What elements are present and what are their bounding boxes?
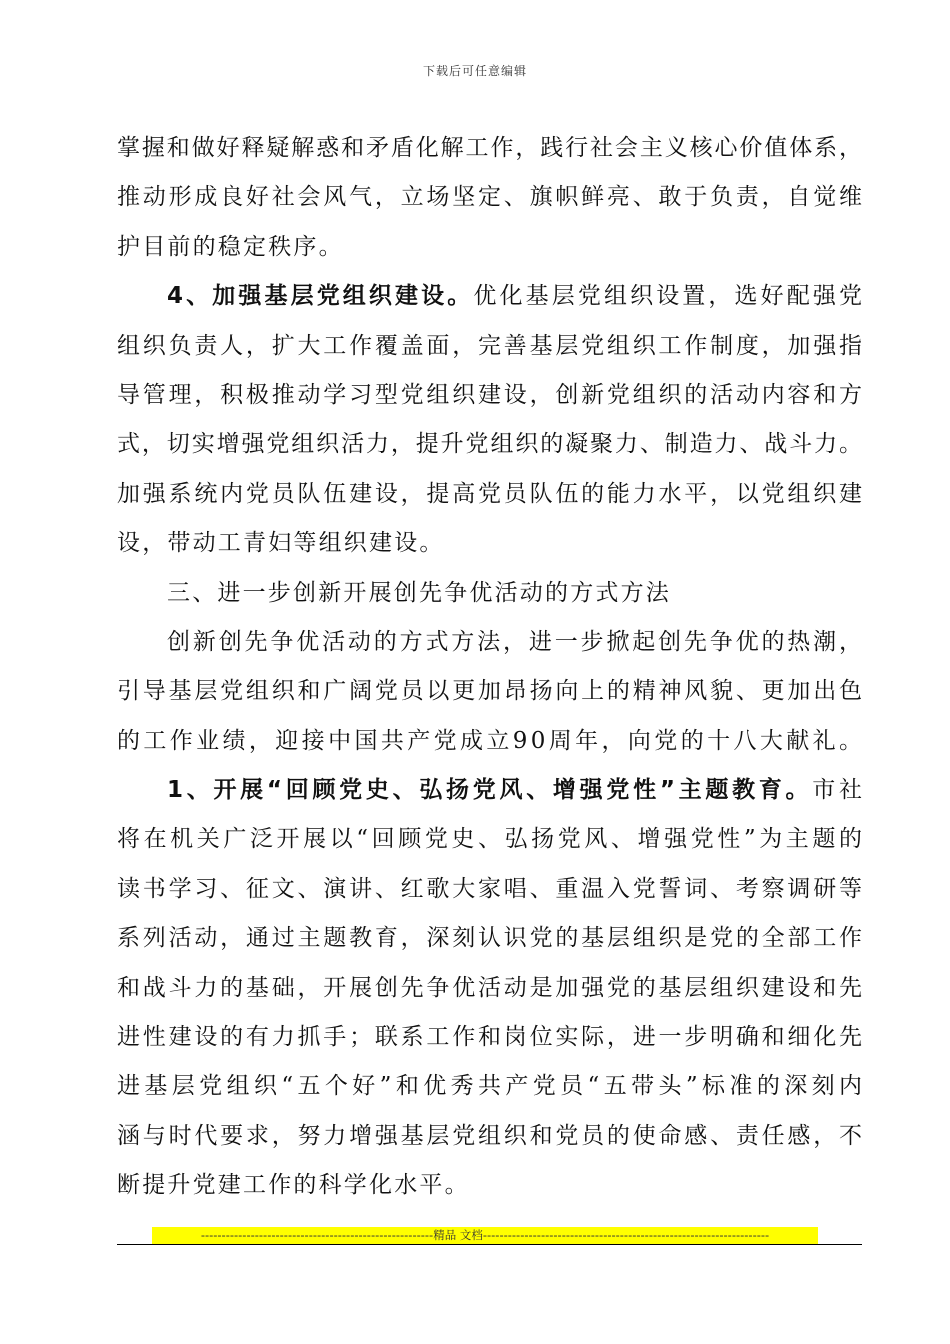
text-line (117, 1013, 865, 1062)
line-text (117, 667, 865, 716)
line-text (117, 815, 866, 864)
body-text: 掌握和做好释疑解惑和矛盾化解工作，践行社会主义核心价值体系， (117, 135, 864, 161)
body-text: 进性建设的有力抓手；联系工作和岗位实际，进一步明确和细化先 (117, 1024, 865, 1051)
body-text: 推动形成良好社会风气，立场坚定、旗帜鲜亮、敢于负责，自觉维 (117, 184, 865, 211)
text-line (117, 618, 865, 667)
body-text: 优化基层党组织设置，选好配强党 (473, 283, 866, 310)
body-text: 将在机关广泛开展以“回顾党史、弘扬党风、增强党性”为主题的 (117, 826, 866, 853)
section-heading (117, 569, 862, 618)
text-line (117, 964, 865, 1013)
line-text (117, 717, 865, 766)
line-text (167, 618, 865, 667)
line-text (117, 914, 865, 963)
line-text (117, 420, 864, 469)
lead-bold-text: 1、开展“回顾党史、弘扬党风、增强党性”主题教育。 (167, 777, 813, 804)
text-line (117, 322, 865, 371)
body-text: 三、进一步创新开展创先争优活动的方式方法 (167, 579, 671, 606)
line-text (117, 470, 865, 519)
line-text (117, 865, 865, 914)
line-text (117, 371, 865, 420)
page-header: 下载后可任意编辑 (422, 64, 527, 78)
body-text: 涵与时代要求，努力增强基层党组织和党员的使命感、责任感，不 (117, 1122, 865, 1149)
body-text: 设，带动工青妇等组织建设。 (117, 530, 445, 557)
line-text (167, 569, 671, 618)
line-text (117, 124, 864, 173)
text-line (117, 124, 862, 173)
line-text (117, 964, 865, 1013)
body-text: 式，切实增强党组织活力，提升党组织的凝聚力、制造力、战斗力。 (117, 431, 864, 458)
text-line (117, 173, 865, 222)
body-text: 导管理，积极推动学习型党组织建设，创新党组织的活动内容和方 (117, 381, 865, 408)
line-text (117, 223, 344, 272)
text-line (117, 667, 865, 716)
body-text: 和战斗力的基础，开展创先争优活动是加强党的基层组织建设和先 (117, 974, 865, 1001)
line-text (117, 1161, 470, 1210)
document-body (117, 124, 867, 1211)
footer-banner: --------------------------------------------------------精品 文档--------------------------------------------------------------------- (152, 1227, 818, 1244)
lead-bold-text: 4、加强基层党组织建设。 (167, 283, 474, 310)
body-text: 创新创先争优活动的方式方法，进一步掀起创先争优的热潮， (167, 628, 865, 655)
text-line (117, 272, 866, 321)
text-line (117, 420, 862, 469)
text-line (117, 1112, 865, 1161)
text-line (117, 865, 865, 914)
body-text: 护目前的稳定秩序。 (117, 233, 344, 260)
line-text (117, 519, 445, 568)
text-line (117, 766, 866, 815)
text-line (117, 519, 862, 568)
text-line (117, 223, 862, 272)
text-line (117, 1062, 867, 1111)
text-line (117, 470, 865, 519)
line-text (167, 272, 865, 321)
body-text: 读书学习、征文、演讲、红歌大家唱、重温入党誓词、考察调研等 (117, 875, 865, 902)
body-text: 组织负责人，扩大工作覆盖面，完善基层党组织工作制度，加强指 (117, 332, 865, 359)
line-text (117, 1112, 865, 1161)
text-line (117, 815, 866, 864)
body-text: 断提升党建工作的科学化水平。 (117, 1172, 470, 1199)
body-text: 进基层党组织“五个好”和优秀共产党员“五带头”标准的深刻内 (117, 1073, 867, 1100)
body-text: 的工作业绩，迎接中国共产党成立90周年，向党的十八大献礼。 (117, 727, 866, 754)
text-line (117, 717, 866, 766)
footer-rule (117, 1244, 862, 1245)
text-line (117, 371, 865, 420)
text-line (117, 914, 865, 963)
body-text: 市社 (812, 777, 866, 804)
line-text (117, 1062, 866, 1111)
body-text: 加强系统内党员队伍建设，提高党员队伍的能力水平，以党组织建 (117, 480, 865, 507)
line-text (117, 322, 865, 371)
body-text: 引导基层党组织和广阔党员以更加昂扬向上的精神风貌、更加出色 (117, 678, 865, 705)
line-text (117, 1013, 865, 1062)
line-text (117, 173, 865, 222)
body-text: 系列活动，通过主题教育，深刻认识党的基层组织是党的全部工作 (117, 925, 865, 952)
line-text (167, 766, 866, 815)
text-line (117, 1161, 862, 1210)
